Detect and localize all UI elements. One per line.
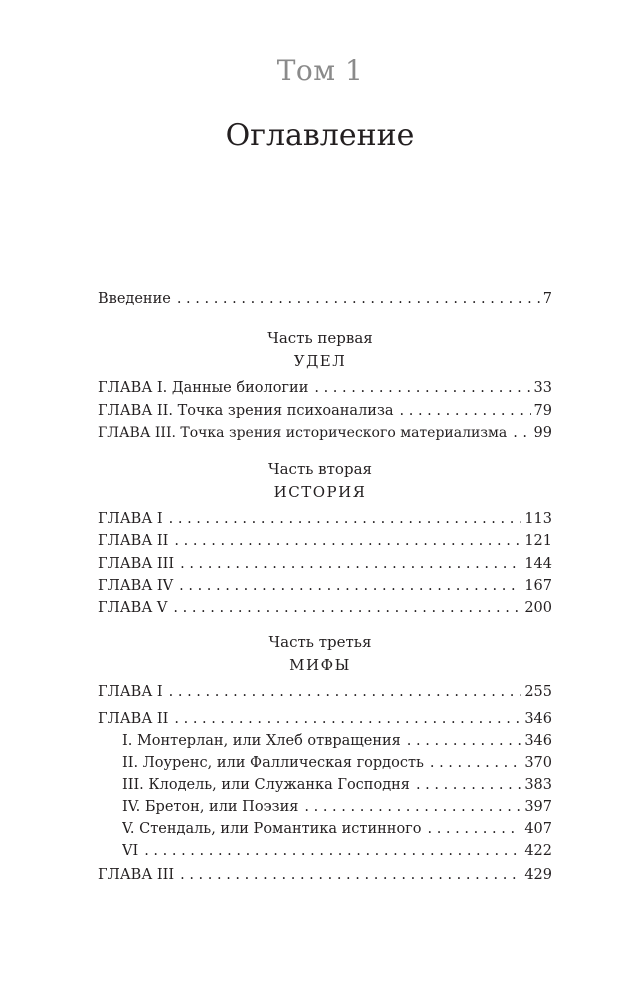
part-title: МИФЫ xyxy=(289,656,351,674)
dot-leader xyxy=(169,681,522,703)
toc-page-number: 346 xyxy=(524,711,552,727)
toc-entry-label: Введение xyxy=(98,291,171,307)
part-title: УДЕЛ xyxy=(293,352,347,370)
toc-page-number: 121 xyxy=(524,533,552,549)
part-label: Часть первая xyxy=(267,329,373,347)
toc-entry-intro[interactable] xyxy=(98,288,552,310)
toc-page-number: 383 xyxy=(524,777,552,793)
toc-entry-label: ГЛАВА III xyxy=(98,867,175,883)
toc-entry-label: ГЛАВА IV xyxy=(98,578,174,594)
dot-leader xyxy=(180,864,521,886)
toc-subentry[interactable] xyxy=(122,774,552,796)
dot-leader xyxy=(174,530,521,552)
dot-leader xyxy=(428,818,522,840)
toc-entry-label: IV. Бретон, или Поэзия xyxy=(122,799,299,815)
toc-page-number: 407 xyxy=(524,821,552,837)
dot-leader xyxy=(179,575,521,597)
toc-page-number: 200 xyxy=(524,600,552,616)
toc-page-number: 33 xyxy=(533,380,552,396)
toc-entry-label: I. Монтерлан, или Хлеб отвращения xyxy=(122,733,401,749)
toc-entry-label: V. Стендаль, или Романтика истинного xyxy=(122,821,422,837)
dot-leader xyxy=(144,840,521,862)
toc-page-number: 370 xyxy=(524,755,552,771)
part-label: Часть третья xyxy=(268,633,372,651)
toc-page-number: 422 xyxy=(524,843,552,859)
toc-subentry[interactable] xyxy=(122,796,552,818)
toc-page-number: 255 xyxy=(524,684,552,700)
toc-entry-label: ГЛАВА II. Точка зрения психоанализа xyxy=(98,403,394,419)
toc-entry[interactable] xyxy=(98,377,552,399)
toc-entry-label: ГЛАВА I xyxy=(98,684,163,700)
dot-leader xyxy=(416,774,521,796)
dot-leader xyxy=(180,553,521,575)
toc-entry-label: ГЛАВА II xyxy=(98,533,169,549)
toc-entry-label: ГЛАВА III. Точка зрения исторического материализма xyxy=(98,425,508,441)
page-title: Оглавление xyxy=(225,118,415,153)
toc-page-number: 79 xyxy=(533,403,552,419)
toc-entry[interactable] xyxy=(98,530,552,552)
toc-entry[interactable] xyxy=(98,400,552,422)
toc-subentry[interactable] xyxy=(122,752,552,774)
toc-entry-label: ГЛАВА II xyxy=(98,711,169,727)
dot-leader xyxy=(174,708,521,730)
toc-page-number: 144 xyxy=(524,556,552,572)
dot-leader xyxy=(177,288,540,310)
dot-leader xyxy=(400,400,531,422)
toc-page-number: 7 xyxy=(542,291,552,307)
toc-page-number: 167 xyxy=(524,578,552,594)
part-title: ИСТОРИЯ xyxy=(273,483,367,501)
toc-entry-label: VI xyxy=(122,843,139,859)
toc-entry-label: II. Лоуренс, или Фаллическая гордость xyxy=(122,755,424,771)
toc-subentry[interactable] xyxy=(122,840,552,862)
toc-page-number: 113 xyxy=(524,511,552,527)
toc-subentry[interactable] xyxy=(122,818,552,840)
toc-entry[interactable] xyxy=(98,708,552,730)
dot-leader xyxy=(169,508,522,530)
toc-entry[interactable] xyxy=(98,553,552,575)
toc-page-number: 429 xyxy=(524,867,552,883)
dot-leader xyxy=(173,597,521,619)
dot-leader xyxy=(430,752,521,774)
part-label: Часть вторая xyxy=(268,460,372,478)
volume-label: Том 1 xyxy=(276,54,364,87)
toc-entry[interactable] xyxy=(98,508,552,530)
toc-page-number: 397 xyxy=(524,799,552,815)
toc-entry-label: ГЛАВА V xyxy=(98,600,168,616)
toc-entry-label: ГЛАВА III xyxy=(98,556,175,572)
dot-leader xyxy=(513,422,530,444)
toc-entry-label: III. Клодель, или Служанка Господня xyxy=(122,777,410,793)
toc-entry[interactable] xyxy=(98,597,552,619)
dot-leader xyxy=(314,377,530,399)
toc-entry[interactable] xyxy=(98,864,552,886)
dot-leader xyxy=(407,730,522,752)
toc-entry[interactable] xyxy=(98,422,552,444)
toc-page-number: 346 xyxy=(524,733,552,749)
toc-entry[interactable] xyxy=(98,575,552,597)
toc-page-number: 99 xyxy=(533,425,552,441)
toc-entry-label: ГЛАВА I. Данные биологии xyxy=(98,380,309,396)
toc-entry-label: ГЛАВА I xyxy=(98,511,163,527)
toc-subentry[interactable] xyxy=(122,730,552,752)
dot-leader xyxy=(304,796,521,818)
toc-entry[interactable] xyxy=(98,681,552,703)
